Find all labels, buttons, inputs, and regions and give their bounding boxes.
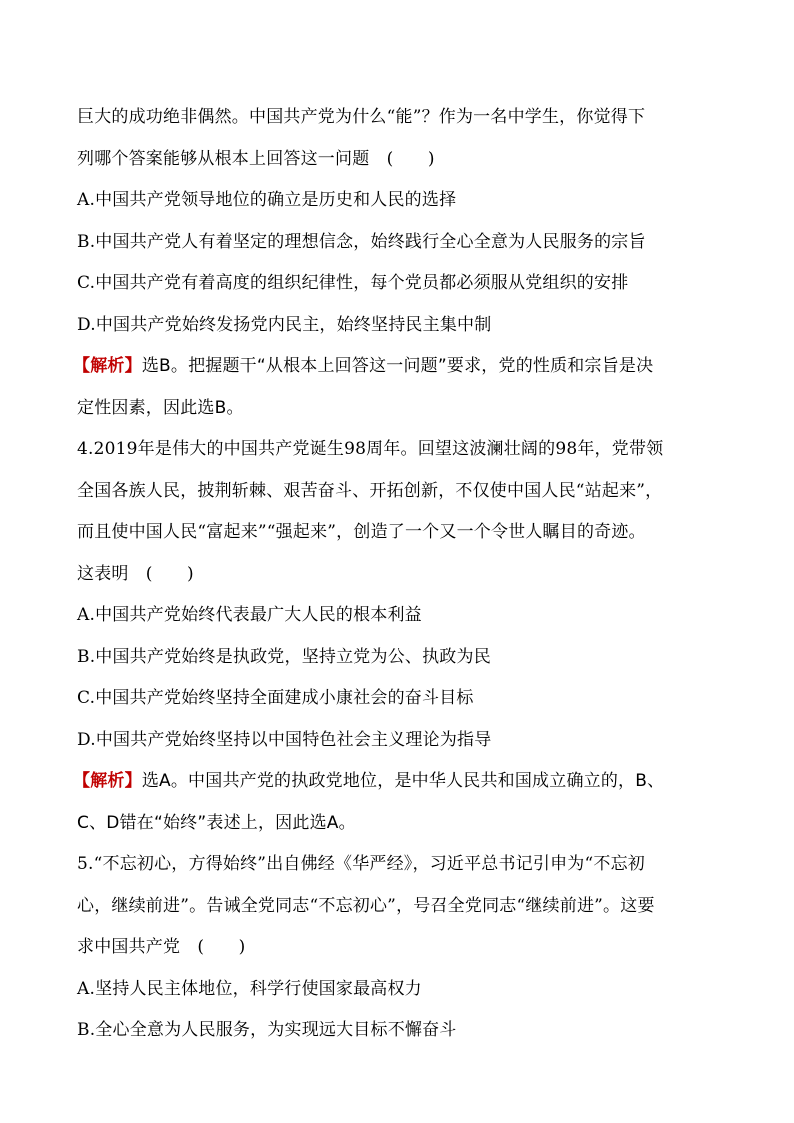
q3-option-d: D.中国共产党始终发扬党内民主，始终坚持民主集中制 [77,315,492,335]
q5-stem-line-3: 求中国共产党 ( ) [77,937,246,957]
q4-option-a: A.中国共产党始终代表最广大人民的根本利益 [77,605,422,625]
q5-stem-line-1: 5.“不忘初心，方得始终”出自佛经《华严经》，习近平总书记引申为“不忘初 [77,854,645,874]
q3-option-c: C.中国共产党有着高度的组织纪律性，每个党员都必须服从党组织的安排 [77,273,629,293]
q4-stem-line-4: 这表明 ( ) [77,564,194,584]
q4-analysis-text: 选A。中国共产党的执政党地位，是中华人民共和国成立确立的，B、 [141,771,665,791]
q3-stem-line-1: 巨大的成功绝非偶然。中国共产党为什么“能”？作为一名中学生，你觉得下 [77,107,646,127]
q3-option-b: B.中国共产党人有着坚定的理想信念，始终践行全心全意为人民服务的宗旨 [77,232,646,252]
q4-option-b: B.中国共产党始终是执政党，坚持立党为公、执政为民 [77,647,491,667]
q3-stem-line-2: 列哪个答案能够从根本上回答这一问题 ( ) [77,149,435,169]
q4-analysis-line-2: C、D错在“始终”表述上，因此选A。 [77,813,356,833]
q4-stem-line-2: 全国各族人民，披荆斩棘、艰苦奋斗、开拓创新，不仅使中国人民“站起来”， [77,481,663,501]
q4-stem-line-1: 4.2019年是伟大的中国共产党诞生98周年。回望这波澜壮阔的98年，党带领 [77,439,664,459]
q4-option-c: C.中国共产党始终坚持全面建成小康社会的奋斗目标 [77,688,474,708]
q3-analysis-line-1 [73,355,733,377]
q3-analysis-tag: 【解析】 [73,356,142,376]
q3-analysis-line-2: 定性因素，因此选B。 [77,398,244,418]
q4-stem-line-3: 而且使中国人民“富起来”“强起来”，创造了一个又一个令世人瞩目的奇迹。 [77,522,646,542]
q3-option-a: A.中国共产党领导地位的确立是历史和人民的选择 [77,190,457,210]
q3-analysis-text: 选B。把握题干“从根本上回答这一问题”要求，党的性质和宗旨是决 [141,356,654,376]
q5-stem-line-2: 心，继续前进”。告诫全党同志“不忘初心”，号召全党同志“继续前进”。这要 [77,896,655,916]
q4-option-d: D.中国共产党始终坚持以中国特色社会主义理论为指导 [77,730,492,750]
q4-analysis-tag: 【解析】 [73,771,142,791]
q5-option-a: A.坚持人民主体地位，科学行使国家最高权力 [77,979,422,999]
q4-analysis-line-1 [73,770,733,792]
q5-option-b: B.全心全意为人民服务，为实现远大目标不懈奋斗 [77,1020,457,1040]
